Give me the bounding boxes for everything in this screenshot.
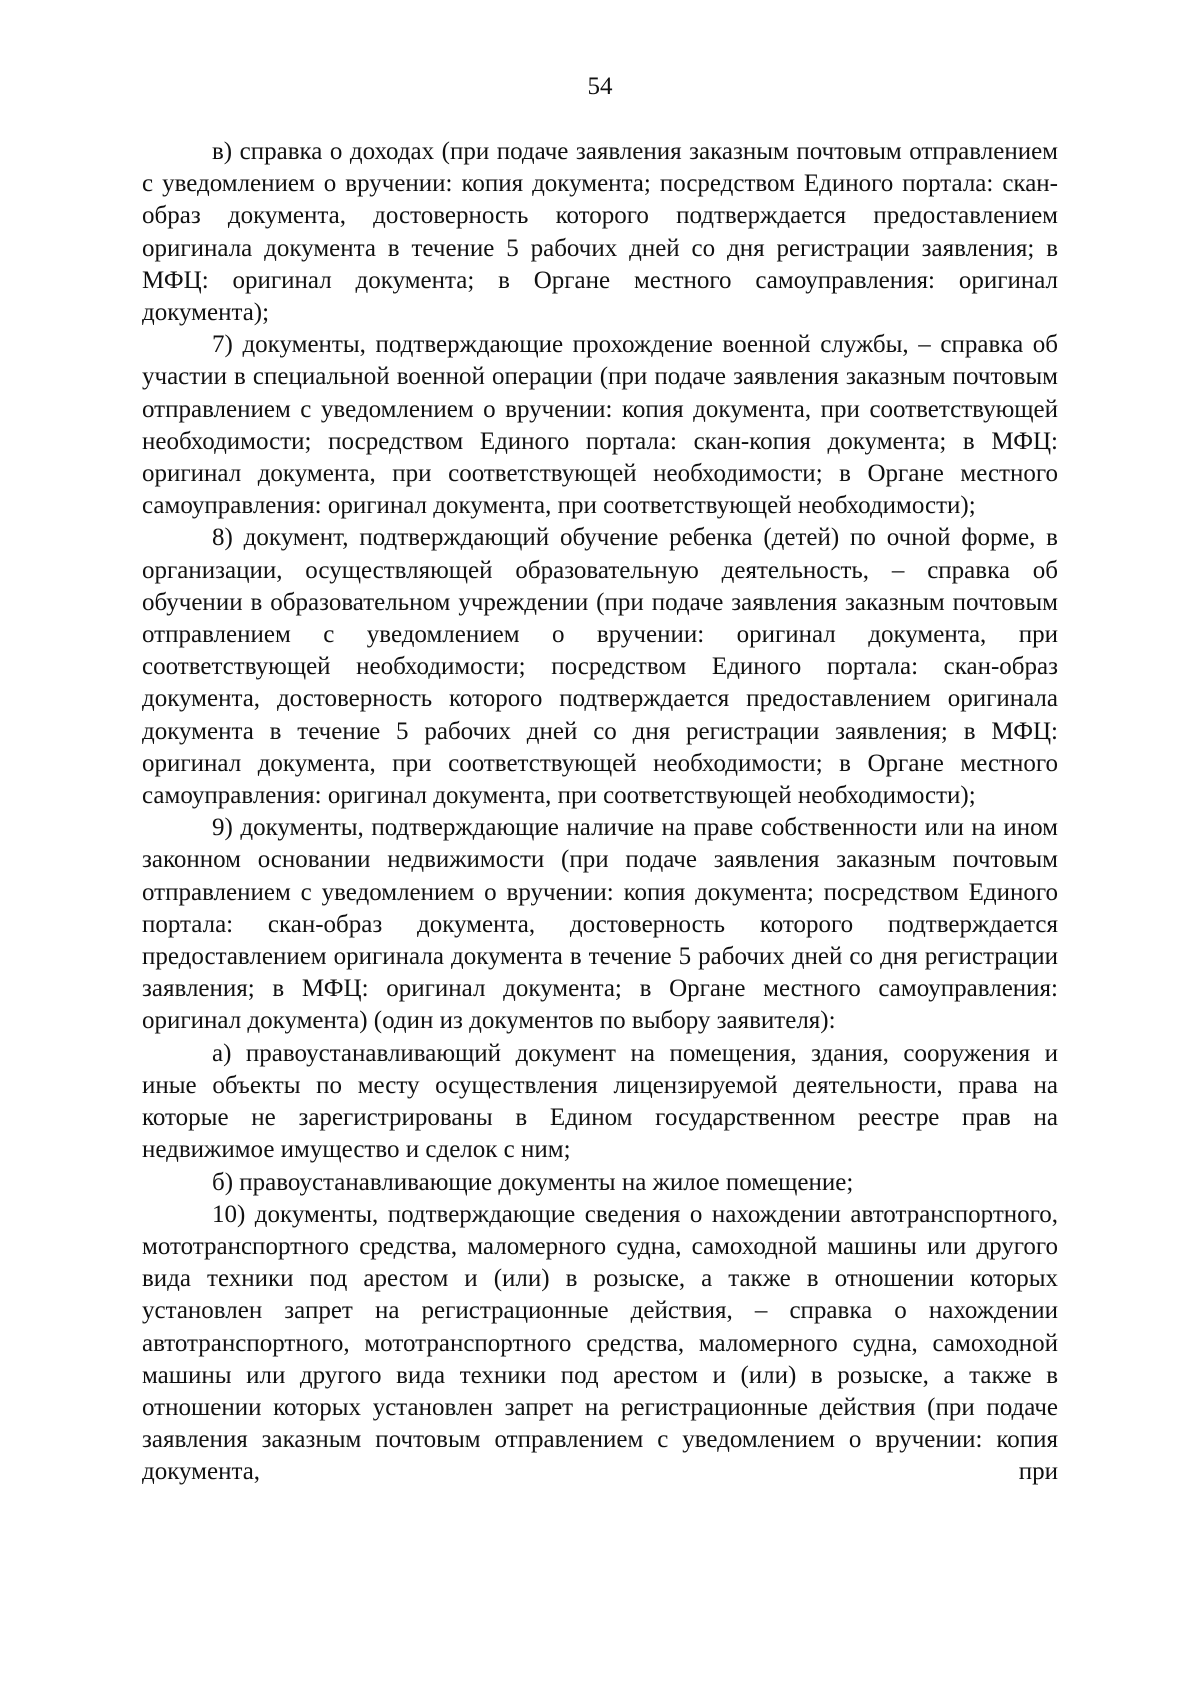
paragraph-income-certificate: в) справка о доходах (при подаче заявления заказным почтовым отправлением с уведомлением о вручении: копия документа; посредством Единого портала: скан-образ документа, достоверность которого подтверждается предоставлением оригинала документа в течение 5 рабочих дней со дня регистрации заявления; в МФЦ: оригинал документа; в Органе местного самоуправления: оригинал документа); xyxy=(142,138,1058,327)
paragraph-child-education: 8) документ, подтверждающий обучение ребенка (детей) по очной форме, в организации, осуществляющей образовательную деятельность, – справка об обучении в образовательном учреждении (при подаче заявления заказным почтовым отправлением с уведомлением о вручении: оригинал документа, при соответствующей необходимости; посредством Единого портала: скан-образ документа, достоверность которого подтверждается предоставлением оригинала документа в течение 5 рабочих дней со дня регистрации заявления; в МФЦ: оригинал документа, при соответствующей необходимости; в Органе местного самоуправления: оригинал документа, при соответствующей необходимости); xyxy=(142,524,1058,810)
paragraph-military-service: 7) документы, подтверждающие прохождение военной службы, – справка об участии в специальной военной операции (при подаче заявления заказным почтовым отправлением с уведомлением о вручении: копия документа, при соответствующей необходимости; посредством Единого портала: скан-копия документа; в МФЦ: оригинал документа, при соответствующей необходимости; в Органе местного самоуправления: оригинал документа, при соответствующей необходимости); xyxy=(142,331,1058,520)
paragraph-housing-documents: б) правоустанавливающие документы на жилое помещение; xyxy=(212,1168,854,1196)
paragraph-vehicle-arrest: 10) документы, подтверждающие сведения о нахождении автотранспортного, мототранспортного средства, маломерного судна, самоходной машины или другого вида техники под арестом и (или) в розыске, а также в отношении которых установлен запрет на регистрационные действия, – справка о нахождении автотранспортного, мототранспортного средства, маломерного судна, самоходной машины или другого вида техники под арестом и (или) в розыске, а также в отношении которых установлен запрет на регистрационные действия (при подаче заявления заказным почтовым отправлением с уведомлением о вручении: копия документа, при xyxy=(142,1200,1058,1486)
paragraph-title-document: а) правоустанавливающий документ на помещения, здания, сооружения и иные объекты по месту осуществления лицензируемой деятельности, права на которые не зарегистрированы в Едином государственном реестре прав на недвижимое имущество и сделок с ним; xyxy=(142,1039,1058,1164)
paragraph-real-estate: 9) документы, подтверждающие наличие на праве собственности или на ином законном основании недвижимости (при подаче заявления заказным почтовым отправлением с уведомлением о вручении: копия документа; посредством Единого портала: скан-образ документа, достоверность которого подтверждается предоставлением оригинала документа в течение 5 рабочих дней со дня регистрации заявления; в МФЦ: оригинал документа; в Органе местного самоуправления: оригинал документа) (один из документов по выбору заявителя): xyxy=(142,814,1058,1035)
page-number: 54 xyxy=(587,73,613,100)
document-body xyxy=(142,136,1058,1489)
